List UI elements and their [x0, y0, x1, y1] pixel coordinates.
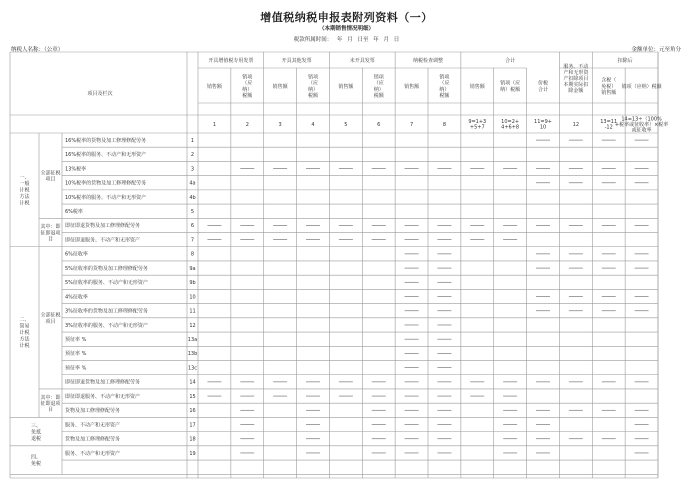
section-label: 三、免抵退税: [30, 422, 42, 442]
row-number: 5: [190, 209, 195, 216]
row-label: 服务、不动产和无形资产: [65, 450, 121, 457]
column-number: 14=13÷（100% +税率或征收率）×税率或征收率: [614, 116, 669, 134]
row-number: 14: [189, 379, 196, 386]
row-number: 2: [190, 152, 195, 159]
row-number: 7: [190, 237, 195, 244]
header-group: 纳税检查调整: [412, 57, 444, 64]
section-label: 二、简易计税方法计税: [19, 316, 30, 349]
row-label: 6%征收率: [65, 251, 88, 258]
row-number: 17: [189, 422, 196, 429]
column-number: 11=9+ 10: [534, 119, 552, 131]
row-label: 服务、不动产和无形资产: [65, 422, 121, 429]
page-title: 增值税纳税申报表附列资料（一）: [260, 11, 433, 24]
row-number: 18: [189, 436, 196, 443]
section-label: 四、免税: [30, 454, 42, 468]
row-label: 3%征收率的服务、不动产和无形资产: [65, 322, 148, 329]
header-item-label: 项目及栏次: [87, 90, 113, 97]
taxpayer-name: 纳税人名称：（公章）: [11, 47, 64, 53]
row-number: 3: [190, 166, 195, 173]
row-number: 13c: [187, 365, 198, 372]
header-sub: 销售额: [404, 83, 420, 90]
section-label: 一、一般计税方法计税: [19, 174, 30, 207]
row-number: 1: [190, 137, 195, 144]
column-number: 7: [409, 121, 414, 128]
row-number: 12: [189, 322, 196, 329]
row-label: 4%征收率: [65, 294, 88, 301]
row-label: 5%征收率的货物及加工修理修配劳务: [65, 265, 148, 272]
header-sub: 销项（应纳）税额: [621, 83, 662, 90]
row-number: 9b: [189, 280, 196, 287]
column-number: 5: [344, 121, 348, 128]
row-label: 3%征收率的货物及加工修理修配劳务: [65, 308, 148, 315]
row-number: 8: [190, 251, 195, 258]
row-number: 10: [189, 294, 196, 301]
row-number: 13a: [187, 336, 198, 343]
row-number: 16: [189, 408, 196, 415]
column-number: 8: [442, 121, 447, 128]
header-sub: 销售额: [206, 83, 222, 90]
subsection-label: 其中：即征即退项目: [40, 224, 61, 243]
row-label: 即征即退服务、不动产和无形资产: [65, 237, 141, 244]
header-group: 开具其他发票: [281, 57, 312, 64]
header-sub: 销售额: [338, 83, 354, 90]
column-number: 2: [245, 121, 249, 128]
header-sub: 含税（免税）销售额: [601, 77, 617, 96]
tax-period: 税款所属时间： 年 月 日至 年 月 日: [293, 37, 400, 43]
row-number: 15: [189, 393, 196, 400]
row-label: 预征率 %: [65, 351, 87, 358]
row-number: 11: [189, 308, 196, 315]
header-sub: 销项（应纳）税额: [242, 74, 253, 100]
column-number: 9=1+3 +5+7: [468, 119, 487, 131]
column-number: 6: [377, 121, 381, 128]
page-subtitle: （本期销售情况明细）: [318, 26, 374, 32]
header-group: 扣除后: [617, 57, 633, 64]
header-sub: 销项（应纳）税额: [500, 80, 521, 93]
header-sub: 销项（应纳）税额: [307, 74, 319, 100]
column-number: 10=2+ 4+6+8: [501, 119, 520, 131]
row-number: 4b: [189, 194, 196, 201]
column-number: 12: [572, 121, 580, 128]
column-number: 13=11 -12: [600, 119, 618, 131]
row-number: 9a: [189, 265, 196, 272]
row-label: 货物及加工修理修配劳务: [65, 436, 121, 443]
row-number: 13b: [187, 351, 198, 358]
header-sub: 销售额: [469, 83, 485, 90]
row-number: 19: [189, 450, 196, 457]
header-sub: 价税合计: [537, 80, 549, 93]
row-label: 即征即退服务、不动产和无形资产: [65, 393, 141, 400]
row-label: 16%税率的货物及加工修理修配劳务: [65, 137, 147, 144]
header-group: 开具增值税专用发票: [208, 57, 254, 64]
column-number: 1: [212, 121, 217, 128]
header-group: 未开具发票: [349, 57, 375, 64]
header-sub: 销项（应纳）税额: [373, 74, 384, 100]
subsection-label: 其中：即征即退项目: [40, 394, 61, 414]
row-label: 预征率 %: [65, 365, 87, 372]
subsection-label: 全部征税项目: [40, 312, 61, 325]
header-sub: 销售额: [272, 83, 288, 90]
row-label: 16%税率的服务、不动产和无形资产: [65, 152, 147, 159]
row-label: 即征即退货物及加工修理修配劳务: [65, 223, 141, 230]
header-group: 合计: [505, 57, 516, 64]
header-col12: 服务、不动产和无形资产扣除项目本期实际扣除金额: [563, 63, 589, 94]
column-number: 4: [311, 121, 315, 128]
row-label: 10%税率的货物及加工修理修配劳务: [65, 180, 147, 187]
row-label: 5%征收率的服务、不动产和无形资产: [65, 280, 148, 287]
row-label: 10%税率的服务、不动产和无形资产: [65, 194, 147, 201]
row-label: 货物及加工修理修配劳务: [65, 408, 121, 415]
row-number: 4a: [189, 180, 196, 187]
row-number: 6: [190, 223, 195, 230]
row-label: 13%税率: [65, 166, 87, 173]
amount-unit: 金额单位：元至角分: [631, 47, 681, 53]
column-number: 3: [278, 121, 282, 128]
row-label: 即征即退货物及加工修理修配劳务: [65, 379, 141, 386]
subsection-label: 全部征税项目: [40, 170, 61, 183]
row-label: 6%税率: [65, 209, 83, 216]
row-label: 预征率 %: [65, 336, 87, 343]
header-sub: 销项（应纳）税额: [439, 74, 450, 100]
